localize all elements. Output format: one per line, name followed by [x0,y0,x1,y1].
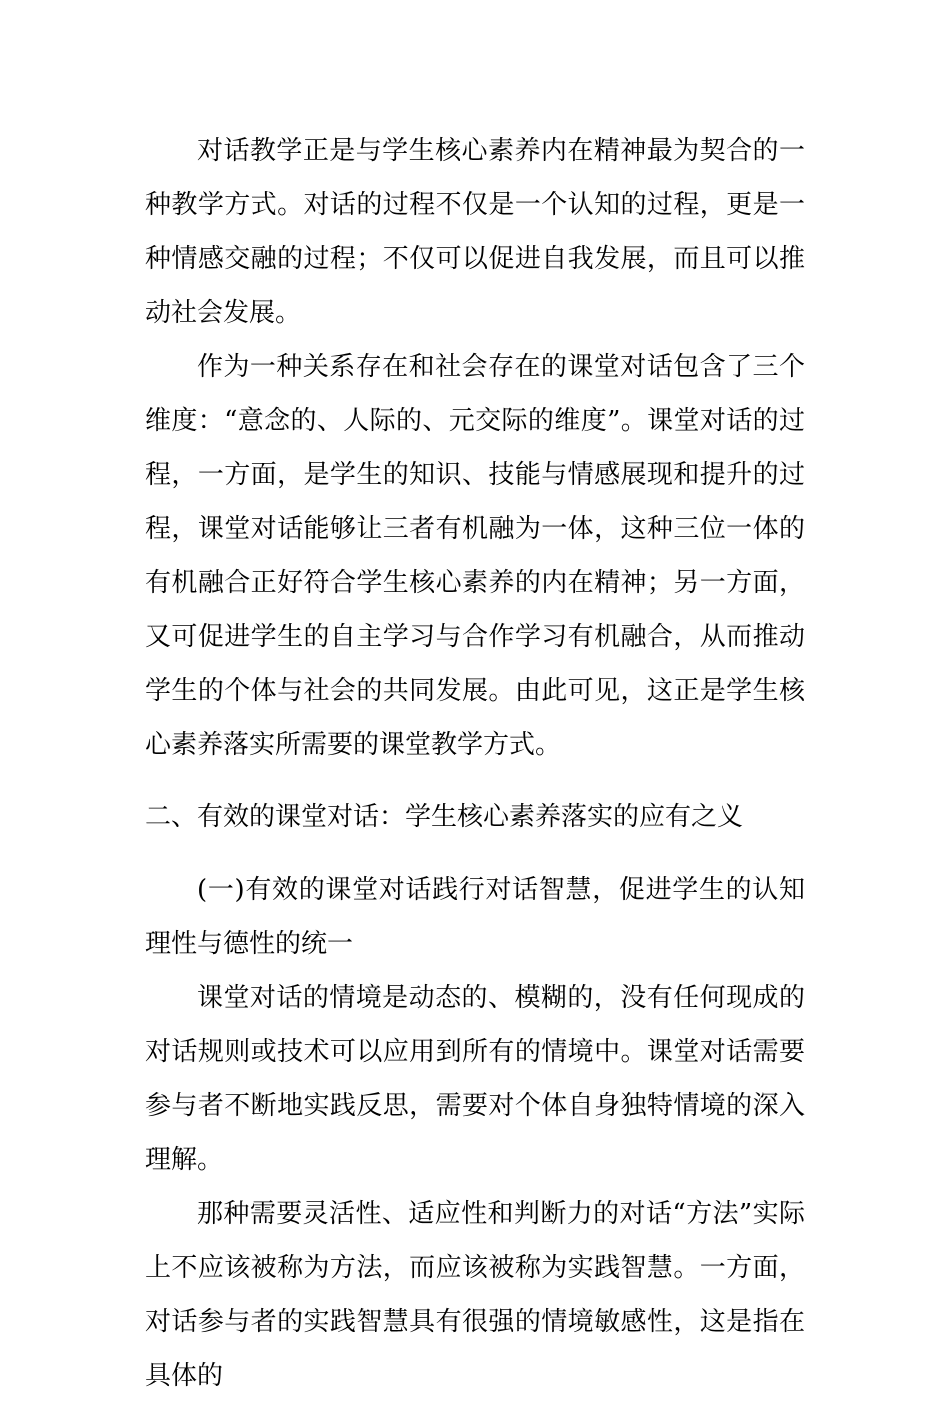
paragraph-dialogue-context: 课堂对话的情境是动态的、模糊的，没有任何现成的对话规则或技术可以应用到所有的情境中。课堂对话需要参与者不断地实践反思，需要对个体自身独特情境的深入理解。 [145,983,805,1175]
paragraph-three-dimensions: 作为一种关系存在和社会存在的课堂对话包含了三个维度：“意念的、人际的、元交际的维度”。课堂对话的过程，一方面，是学生的知识、技能与情感展现和提升的过程，课堂对话能够让三者有机融为一体，这种三位一体的有机融合正好符合学生核心素养的内在精神；另一方面，又可促进学生的自主学习与合作学习有机融合，从而推动学生的个体与社会的共同发展。由此可见，这正是学生核心素养落实所需要的课堂教学方式。 [145,352,805,760]
document-page [145,124,805,1403]
paragraph-dialogue-teaching: 对话教学正是与学生核心素养内在精神最为契合的一种教学方式。对话的过程不仅是一个认知的过程，更是一种情感交融的过程；不仅可以促进自我发展，而且可以推动社会发展。 [145,136,805,328]
section-heading: 二、有效的课堂对话：学生核心素养落实的应有之义 [145,802,744,832]
subsection-heading: (一)有效的课堂对话践行对话智慧，促进学生的认知理性与德性的统一 [145,875,805,959]
paragraph-practical-wisdom: 那种需要灵活性、适应性和判断力的对话“方法”实际上不应该被称为方法，而应该被称为实践智慧。一方面，对话参与者的实践智慧具有很强的情境敏感性，这是指在具体的 [145,1199,805,1391]
